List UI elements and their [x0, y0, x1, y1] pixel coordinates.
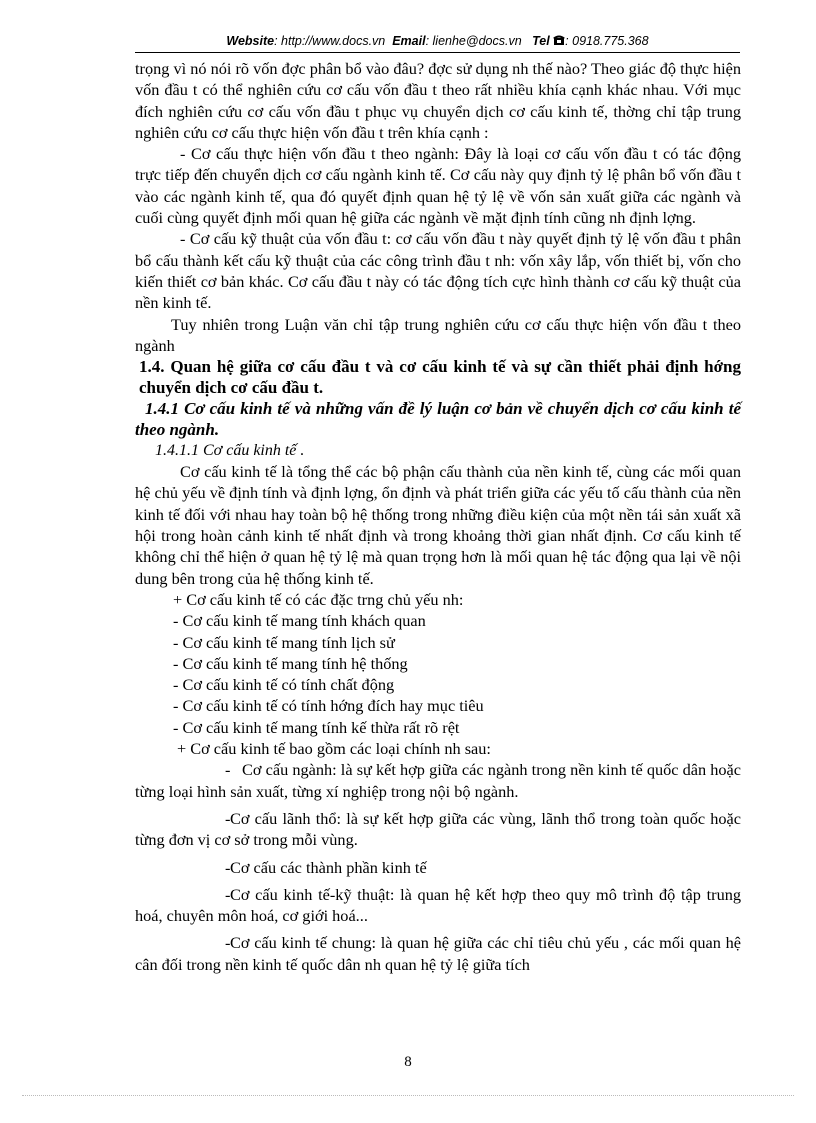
paragraph: Tuy nhiên trong Luận văn chỉ tập trung nghiên cứu cơ cấu thực hiện vốn đầu t theo ngành — [135, 314, 741, 355]
heading-title: Cơ cấu kinh tế — [203, 442, 297, 460]
email-label: Email — [392, 34, 426, 48]
heading-end: . — [296, 442, 305, 460]
document-body — [135, 58, 741, 975]
dash: - — [225, 760, 231, 780]
list-intro: + Cơ cấu kinh tế có các đặc trng chủ yếu nh: — [173, 589, 464, 609]
page-header — [135, 34, 740, 48]
type-text: Cơ cấu kinh tế-kỹ thuật: là quan hệ kết hợp theo quy mô trình độ tập trung hoá, chuyên môn hoá, cơ giới hoá... — [135, 884, 741, 926]
heading-number: 1.4.1.1 — [155, 442, 203, 460]
list-intro: + Cơ cấu kinh tế bao gồm các loại chính nh sau: — [177, 739, 491, 759]
type-text: Cơ cấu ngành: là sự kết hợp giữa các ngành trong nền kinh tế quốc dân hoặc từng loại hình sản xuất, từng xí nghiệp trong nội bộ ngành. — [135, 760, 741, 801]
tel-value: : 0918.775.368 — [565, 34, 649, 48]
type-item — [135, 759, 741, 802]
paragraph: trọng vì nó nói rõ vốn đợc phân bổ vào đâu? đợc sử dụng nh thế nào? Theo giác độ thực hiện vốn đầu t có thể nghiên cứu cơ cấu vốn đầu t theo rất nhiều khía cạnh khác nhau. Với mục đích nghiên cứu cơ cấu vốn đầu t phục vụ chuyển dịch cơ cấu kinh tế, thờng chỉ tập trung nghiên cứu cơ cấu thực hiện vốn đầu t trên khía cạnh : — [135, 59, 741, 142]
paragraph: - Cơ cấu kỹ thuật của vốn đầu t: cơ cấu vốn đầu t này quyết định tỷ lệ vốn đầu t phân bổ cấu thành kết cấu kỹ thuật của các công trình đầu t nh: vốn xây lắp, vốn thiết bị, vốn cho kiến thiết cơ bản khác. Cơ cấu đầu t này có tác động tích cực hình thành cơ cấu kỹ thuật của nền kinh tế. — [135, 229, 741, 313]
website-label: Website — [226, 34, 275, 48]
type-item — [135, 932, 741, 975]
dash: - — [225, 808, 231, 828]
tel-label: Tel — [532, 34, 550, 48]
type-text: Cơ cấu các thành phần kinh tế — [230, 857, 427, 877]
section-heading-1-4-1: 1.4.1 Cơ cấu kinh tế và những vấn đề lý luận cơ bản về chuyển dịch cơ cấu kinh tế theo ngành. — [135, 399, 741, 440]
list-item: - Cơ cấu kinh tế mang tính lịch sử — [173, 632, 395, 652]
section-heading-1-4-1-1 — [135, 440, 741, 461]
header-divider — [135, 52, 740, 53]
type-item — [135, 808, 741, 851]
list-item: - Cơ cấu kinh tế mang tính hệ thống — [173, 653, 408, 673]
section-heading-1-4: 1.4. Quan hệ giữa cơ cấu đầu t và cơ cấu kinh tế và sự cần thiết phải định hớng chuyển dịch cơ cấu đầu t. — [139, 357, 741, 398]
paragraph: Cơ cấu kinh tế là tổng thể các bộ phận cấu thành của nền kinh tế, cùng các mối quan hệ chủ yếu về định tính và định lợng, ổn định và phát triển giữa các yếu tố cấu thành của nền kinh tế đối với nhau hay toàn bộ hệ thống trong những điều kiện của một nền tái sản xuất xã hội trong hoàn cảnh kinh tế nhất định và trong khoảng thời gian nhất định. Cơ cấu kinh tế không chỉ thể hiện ở quan hệ tỷ lệ mà quan trọng hơn là mối quan hệ tác động qua lại về nội dung bên trong của hệ thống kinh tế. — [135, 462, 741, 588]
paragraph: - Cơ cấu thực hiện vốn đầu t theo ngành: Đây là loại cơ cấu vốn đầu t có tác động trực tiếp đến chuyển dịch cơ cấu ngành kinh tế. Cơ cấu này quy định tỷ lệ phân bổ vốn đầu t vào các ngành kinh tế, qua đó quyết định quan hệ tỷ lệ về vốn sản xuất giữa các ngành và cuối cùng quyết định mối quan hệ giữa các ngành về mặt định tính cũng nh định lợng. — [135, 144, 741, 228]
type-text: Cơ cấu kinh tế chung: là quan hệ giữa các chỉ tiêu chủ yếu , các mối quan hệ cân đối trong nền kinh tế quốc dân nh quan hệ tỷ lệ giữa tích — [135, 933, 741, 974]
dash: - — [225, 884, 231, 904]
page-number: 8 — [404, 1054, 412, 1070]
list-item: - Cơ cấu kinh tế có tính hớng đích hay mục tiêu — [173, 696, 484, 716]
type-item — [135, 857, 741, 878]
list-item: - Cơ cấu kinh tế có tính chất động — [173, 675, 395, 695]
list-item: - Cơ cấu kinh tế mang tính kế thừa rất rõ rệt — [173, 717, 460, 737]
dash: - — [225, 933, 231, 953]
dash: - — [225, 857, 231, 877]
website-value: : http://www.docs.vn — [274, 34, 386, 48]
phone-icon — [553, 34, 565, 48]
list-item: - Cơ cấu kinh tế mang tính khách quan — [173, 611, 426, 631]
type-item — [135, 884, 741, 927]
page-bottom-divider — [22, 1095, 794, 1096]
type-text: Cơ cấu lãnh thổ: là sự kết hợp giữa các vùng, lãnh thổ trong toàn quốc hoặc từng đơn vị cơ sở trong mỗi vùng. — [135, 808, 741, 850]
email-value: : lienhe@docs.vn — [425, 34, 522, 48]
